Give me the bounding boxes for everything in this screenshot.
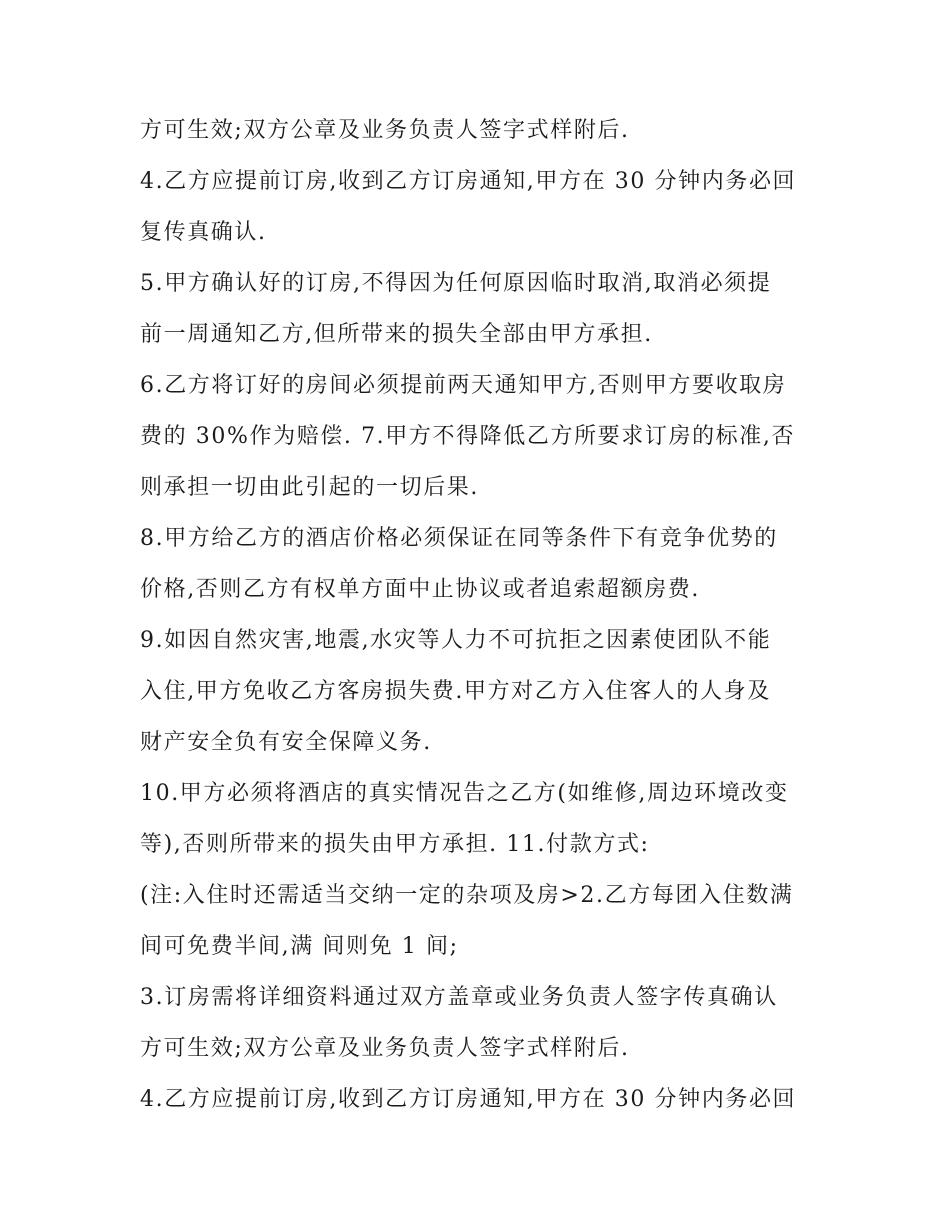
text-line: 方可生效;双方公章及业务负责人签字式样附后.: [140, 118, 630, 143]
text-line: 等),否则所带来的损失由甲方承担. 11.付款方式:: [140, 832, 650, 857]
text-line: 财产安全负有安全保障义务.: [140, 730, 432, 755]
text-line: 10.甲方必须将酒店的真实情况告之乙方(如维修,周边环境改变: [140, 781, 789, 806]
text-line: 前一周通知乙方,但所带来的损失全部由甲方承担.: [140, 322, 653, 347]
text-line: 复传真确认.: [140, 220, 267, 245]
text-line: 4.乙方应提前订房,收到乙方订房通知,甲方在 30 分钟内务必回: [140, 169, 797, 194]
document-body: [140, 105, 840, 1125]
text-line: 6.乙方将订好的房间必须提前两天通知甲方,否则甲方要收取房: [140, 373, 787, 398]
text-line: 入住,甲方免收乙方客房损失费.甲方对乙方入住客人的人身及: [140, 679, 771, 704]
text-line: 间可免费半间,满 间则免 1 间;: [140, 934, 459, 959]
text-line: (注:入住时还需适当交纳一定的杂项及房>2.乙方每团入住数满: [140, 883, 794, 908]
text-line: 8.甲方给乙方的酒店价格必须保证在同等条件下有竞争优势的: [140, 526, 778, 551]
text-line: 价格,否则乙方有权单方面中止协议或者追索超额房费.: [140, 577, 700, 602]
text-line: 5.甲方确认好的订房,不得因为任何原因临时取消,取消必须提: [140, 271, 772, 296]
text-line: 4.乙方应提前订房,收到乙方订房通知,甲方在 30 分钟内务必回: [140, 1087, 797, 1112]
text-line: 方可生效;双方公章及业务负责人签字式样附后.: [140, 1036, 630, 1061]
text-line: 9.如因自然灾害,地震,水灾等人力不可抗拒之因素使团队不能: [140, 628, 772, 653]
text-line: 则承担一切由此引起的一切后果.: [140, 475, 479, 500]
text-line: 3.订房需将详细资料通过双方盖章或业务负责人签字传真确认: [140, 985, 778, 1010]
text-line: 费的 30%作为赔偿. 7.甲方不得降低乙方所要求订房的标准,否: [140, 424, 796, 449]
